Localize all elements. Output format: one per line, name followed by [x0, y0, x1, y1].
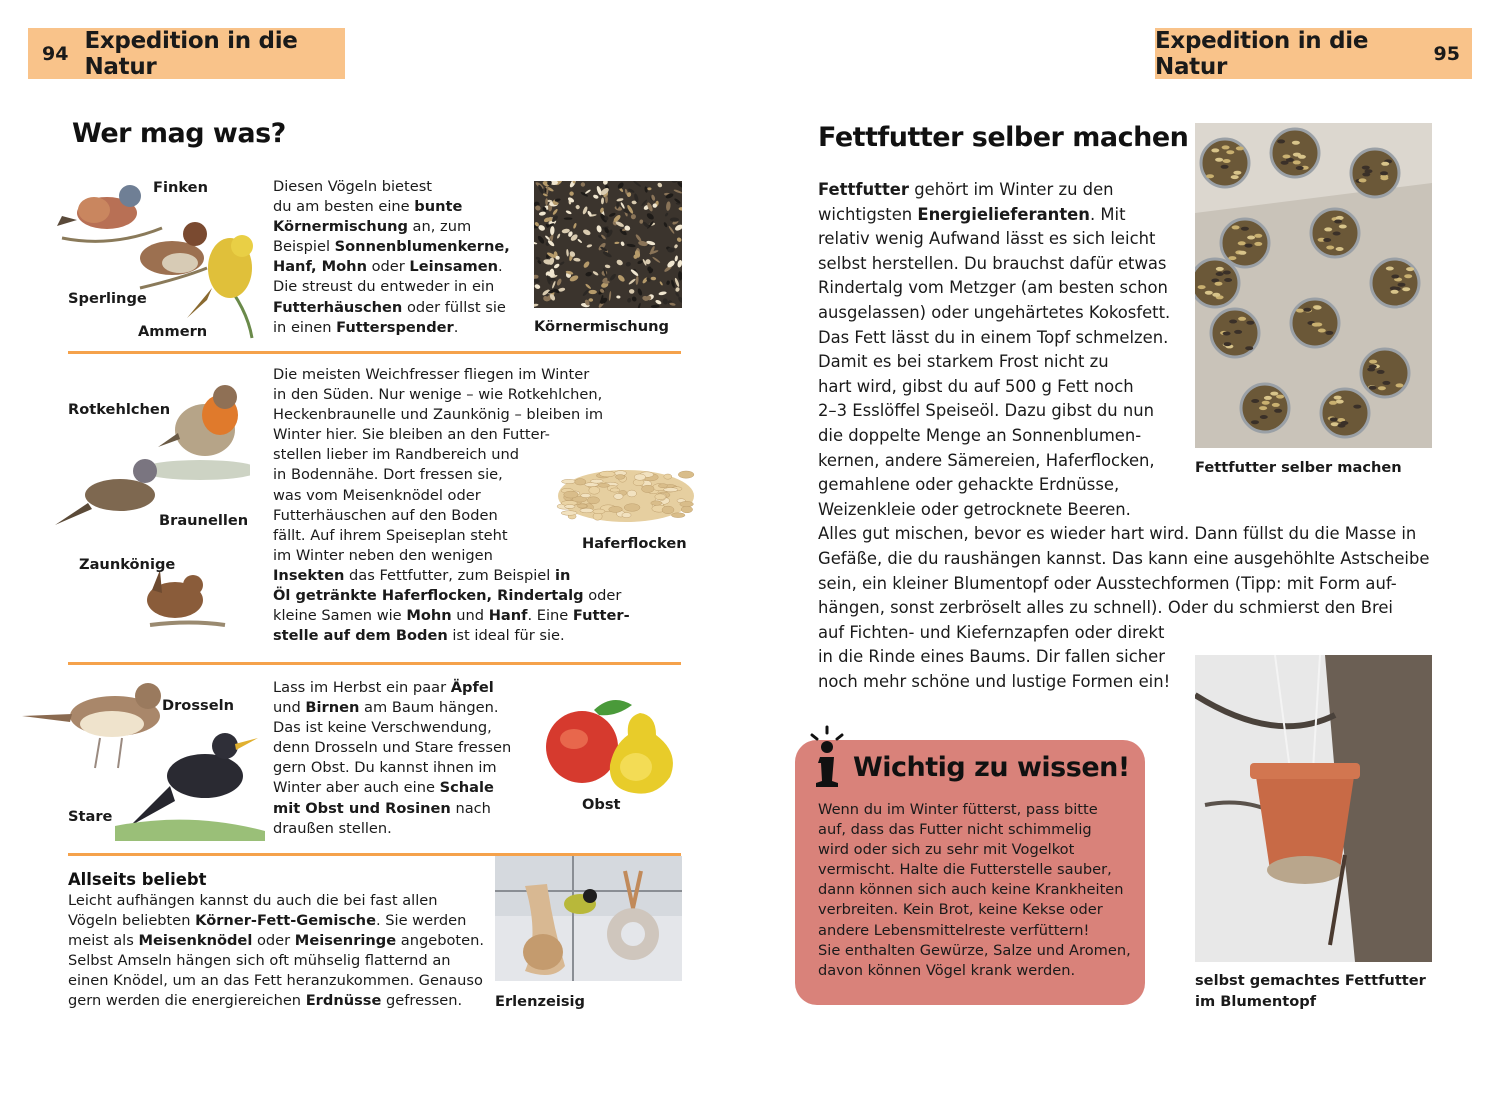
text-line: vermischt. Halte die Futterstelle sauber, [818, 861, 1112, 879]
text-line: denn Drosseln und Stare fressen [273, 739, 512, 757]
text-line: gemahlene oder gehackte Erdnüsse, [818, 475, 1120, 495]
text-line: fällt. Auf ihrem Speiseplan steht [273, 526, 508, 544]
text-line: Futterhäuschen auf den Boden [273, 506, 498, 524]
text-line: Heckenbraunelle und Zaunkönig – bleiben im [273, 406, 604, 424]
caption-obst: Obst [582, 796, 621, 813]
text-line: auf, dass das Futter nicht schimmelig [818, 821, 1092, 839]
text-line: Diesen Vögeln bietest [273, 178, 433, 195]
page-number-right: 95 [1433, 42, 1460, 65]
text-line: Winter aber auch eine Schale [273, 779, 494, 797]
text-line: was vom Meisenknödel oder [273, 486, 481, 504]
text-line: Rindertalg vom Metzger (am besten schon [818, 278, 1168, 298]
section-divider [68, 351, 681, 354]
text-line: draußen stellen. [273, 819, 392, 837]
text-line: Weizenkleie oder getrocknete Beeren. [818, 499, 1131, 519]
header-title-left: Expedition in die Natur [84, 27, 298, 80]
bird-label-sperlinge: Sperlinge [68, 290, 147, 307]
text-line: Fettfutter gehört im Winter zu den [818, 180, 1114, 199]
obst-photo [544, 695, 682, 795]
text-line: in einen Futterspender. [273, 318, 459, 336]
text-line: Alles gut mischen, bevor es wieder hart wird. Dann füllst du die Masse in [818, 524, 1417, 544]
text-line: kleine Samen wie Mohn und Hanf. Eine Futter- [273, 607, 630, 625]
info-box-title: Wichtig zu wissen! [853, 752, 1130, 783]
text-line: in den Süden. Nur wenige – wie Rotkehlchen, [273, 386, 603, 404]
bird-label-finken: Finken [153, 179, 208, 196]
section1-text [273, 177, 523, 338]
right-page-header [1155, 28, 1472, 79]
text-line: selbst herstellen. Du brauchst dafür etwas [818, 253, 1167, 273]
bird-label-zaunkoenige: Zaunkönige [79, 556, 176, 573]
bird-label-drosseln: Drosseln [162, 697, 234, 714]
text-line: noch mehr schöne und lustige Formen ein! [818, 671, 1171, 691]
bird-label-stare: Stare [68, 808, 113, 825]
text-line: gern Obst. Du kannst ihnen im [273, 759, 497, 777]
haferflocken-photo [556, 451, 696, 523]
header-title-right: Expedition in die Natur [1155, 27, 1369, 80]
caption-blumentopf-line1: selbst gemachtes Fettfutter [1195, 972, 1426, 989]
text-line: hart wird, gibst du auf 500 g Fett noch [818, 376, 1134, 396]
text-line: Beispiel Sonnenblumenkerne, [273, 238, 510, 256]
text-line: Leicht aufhängen kannst du auch die bei fast allen [68, 892, 438, 909]
text-line: Die streust du entweder in ein [273, 278, 495, 296]
bird-label-ammern: Ammern [138, 323, 208, 340]
caption-haferflocken: Haferflocken [582, 535, 687, 552]
text-line: du am besten eine bunte [273, 198, 463, 216]
text-line: Selbst Amseln hängen sich oft mühselig flatternd an [68, 952, 451, 970]
text-line: Öl getränkte Haferflocken, Rindertalg oder [273, 587, 622, 605]
text-line: 2–3 Esslöffel Speiseöl. Dazu gibst du nun [818, 401, 1155, 421]
section-divider [68, 662, 681, 665]
caption-koernermischung: Körnermischung [534, 318, 669, 335]
text-line: dann können sich auch keine Krankheiten [818, 881, 1124, 899]
blumentopf-photo [1195, 655, 1432, 962]
page-number-left: 94 [42, 42, 69, 65]
text-line: gern werden die energiereichen Erdnüsse gefressen. [68, 992, 463, 1010]
text-line: stellen lieber im Randbereich und [273, 446, 520, 464]
caption-erlenzeisig: Erlenzeisig [495, 993, 585, 1010]
text-line: meist als Meisenknödel oder Meisenringe angeboten. [68, 932, 484, 950]
section4-text [68, 891, 488, 1012]
text-line: Körnermischung an, zum [273, 218, 472, 236]
right-page-heading: Fettfutter selber machen [818, 122, 1189, 153]
section4-title: Allseits beliebt [68, 870, 207, 889]
text-line: Damit es bei starkem Frost nicht zu [818, 352, 1109, 372]
info-box-text [818, 800, 1138, 981]
text-line: Futterhäuschen oder füllst sie [273, 298, 506, 316]
text-line: Gefäße, die du raushängen kannst. Das kann eine ausgehöhlte Astscheibe [818, 548, 1430, 568]
text-line: Das ist keine Verschwendung, [273, 719, 492, 737]
erlenzeisig-photo [495, 856, 682, 981]
text-line: in die Rinde eines Baums. Dir fallen sicher [818, 647, 1165, 667]
text-line: Sie enthalten Gewürze, Salze und Aromen, [818, 941, 1131, 959]
text-line: auf Fichten- und Kiefernzapfen oder direkt [818, 622, 1165, 642]
text-line: hängen, sonst zerbröselt alles zu schnell). Oder du schmierst den Brei [818, 598, 1393, 618]
info-icon [810, 725, 844, 787]
bird-label-rotkehlchen: Rotkehlchen [68, 401, 171, 418]
text-line: andere Lebensmittelreste verfüttern! [818, 921, 1090, 939]
caption-blumentopf-line2: im Blumentopf [1195, 993, 1317, 1010]
text-line: Die meisten Weichfresser fliegen im Winter [273, 366, 590, 383]
text-line: ausgelassen) oder ungehärtetes Kokosfett. [818, 302, 1171, 322]
text-line: einen Knödel, um an das Fett heranzukommen. Genauso [68, 972, 483, 990]
text-line: wichtigsten Energielieferanten. Mit [818, 204, 1126, 224]
text-line: Das Fett lässt du in einem Topf schmelzen. [818, 327, 1169, 347]
text-line: sein, ein kleiner Blumentopf oder Ausstechformen (Tipp: mit Form auf- [818, 573, 1397, 593]
text-line: stelle auf dem Boden ist ideal für sie. [273, 627, 565, 645]
text-line: die doppelte Menge an Sonnenblumen- [818, 425, 1142, 445]
text-line: davon können Vögel krank werden. [818, 961, 1076, 979]
text-line: relativ wenig Aufwand lässt es sich leicht [818, 229, 1156, 249]
text-line: Hanf, Mohn oder Leinsamen. [273, 258, 503, 276]
text-line: verbreiten. Kein Brot, keine Kekse oder [818, 901, 1103, 919]
text-line: mit Obst und Rosinen nach [273, 799, 491, 817]
koernermischung-photo [534, 181, 682, 308]
text-line: und Birnen am Baum hängen. [273, 699, 499, 717]
section3-text [273, 678, 533, 839]
text-line: Wenn du im Winter fütterst, pass bitte [818, 801, 1098, 818]
text-line: Winter hier. Sie bleiben an den Futter- [273, 426, 550, 444]
text-line: im Winter neben den wenigen [273, 546, 493, 564]
text-line: kernen, andere Sämereien, Haferflocken, [818, 450, 1155, 470]
left-page-header [28, 28, 345, 79]
text-line: Vögeln beliebten Körner-Fett-Gemische. Sie werden [68, 912, 467, 930]
text-line: Insekten das Fettfutter, zum Beispiel in [273, 566, 571, 584]
text-line: wird oder sich zu sehr mit Vogelkot [818, 841, 1075, 859]
fettfutter-photo [1195, 123, 1432, 448]
text-line: Lass im Herbst ein paar Äpfel [273, 679, 494, 696]
bird-label-braunellen: Braunellen [159, 512, 249, 529]
caption-fettfutter: Fettfutter selber machen [1195, 459, 1402, 476]
left-page-heading: Wer mag was? [72, 118, 286, 149]
text-line: in Bodennähe. Dort fressen sie, [273, 466, 503, 484]
